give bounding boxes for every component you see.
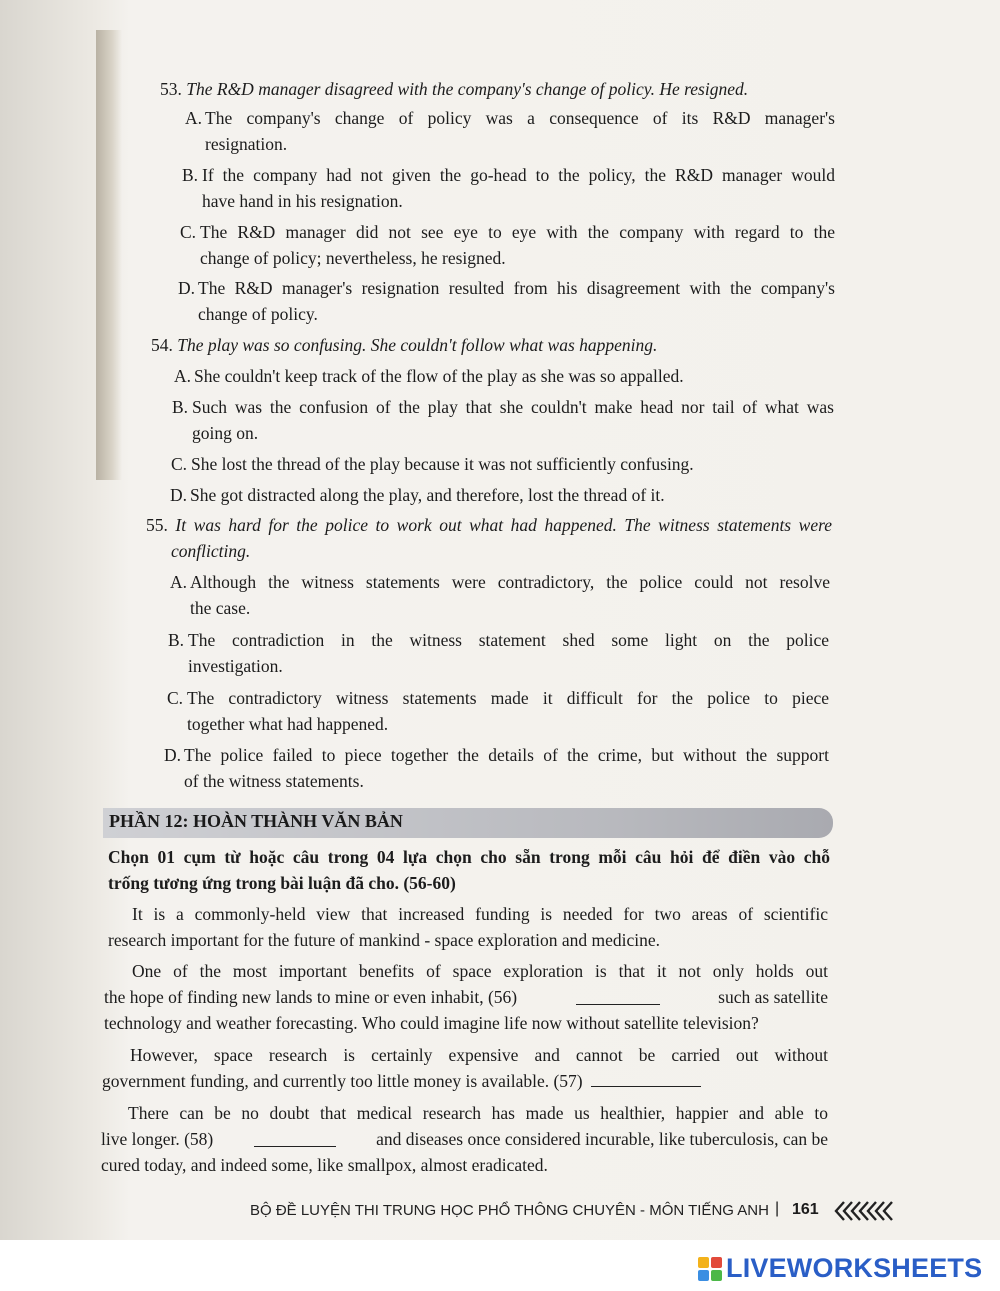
question-54-stem: 54. The play was so confusing. She couldn't follow what was happening. [151, 335, 658, 355]
question-55-stem: 55. It was hard for the police to work out what had happened. The witness statements were conflicting. [146, 515, 833, 561]
option-text: The contradictory witness statements made it difficult for the police to piece [187, 688, 829, 708]
question-55-option-b[interactable]: B. The contradiction in the witness statement shed some light on the police investigation. [188, 627, 829, 679]
option-text: The R&D manager's resignation resulted from his disagreement with the company's [198, 278, 835, 298]
footer-book-title: BỘ ĐỀ LUYỆN THI TRUNG HỌC PHỔ THÔNG CHUYÊN - MÔN TIẾNG ANH [250, 1202, 769, 1219]
liveworksheets-logo [696, 1253, 983, 1285]
section-header [103, 808, 833, 838]
option-text: have hand in his resignation. [202, 191, 403, 211]
blank-58-input[interactable] [254, 1130, 336, 1147]
option-text: Such was the confusion of the play that she couldn't make head nor tail of what was [192, 397, 834, 417]
option-text: investigation. [188, 656, 283, 676]
option-text: change of policy; nevertheless, he resigned. [200, 248, 506, 268]
option-text: The R&D manager did not see eye to eye with the company with regard to the [200, 222, 835, 242]
blank-57-input[interactable] [591, 1070, 701, 1087]
question-55-option-c[interactable]: C. The contradictory witness statements made it difficult for the police to piece together what had happened. [187, 685, 829, 737]
option-text: going on. [192, 423, 259, 443]
option-text: The contradiction in the witness statement shed some light on the police [188, 630, 829, 650]
question-53-number: 53. [160, 79, 182, 99]
option-text: resignation. [205, 134, 288, 154]
question-54-option-d[interactable]: D. She got distracted along the play, and therefore, lost the thread of it. [190, 482, 832, 508]
liveworksheets-brand: LIVEWORKSHEETS [726, 1253, 983, 1283]
blank-56-input[interactable] [576, 988, 660, 1005]
chevrons-decoration-icon [832, 1199, 900, 1223]
passage-paragraph-4: There can be no doubt that medical research has made us healthier, happier and able to live longer. (58) and diseases once considered incurable, like tuberculosis, can be cured today, and indeed some, like smallpox, almost eradicated. [101, 1103, 828, 1175]
footer-separator: | [775, 1200, 780, 1217]
question-55-option-d[interactable]: D. The police failed to piece together the details of the crime, but without the support of the witness statements. [184, 742, 829, 794]
liveworksheets-logo-icon [696, 1255, 724, 1283]
option-text: The police failed to piece together the details of the crime, but without the support [184, 745, 829, 765]
question-54-number: 54. [151, 335, 173, 355]
section-title: PHẦN 12: HOÀN THÀNH VĂN BẢN [109, 811, 403, 831]
question-53-option-a[interactable]: A. The company's change of policy was a consequence of its R&D manager's resignation. [205, 105, 835, 157]
option-text: change of policy. [198, 304, 318, 324]
question-55-option-a[interactable]: A. Although the witness statements were contradictory, the police could not resolve the case. [190, 569, 830, 621]
book-spine-shadow [96, 30, 122, 480]
question-53-option-d[interactable]: D. The R&D manager's resignation resulted from his disagreement with the company's change of policy. [198, 275, 835, 327]
question-54-option-c[interactable]: C. She lost the thread of the play because it was not sufficiently confusing. [191, 451, 833, 477]
page-number: 161 [792, 1201, 819, 1218]
option-text: together what had happened. [187, 714, 389, 734]
question-54-option-b[interactable]: B. Such was the confusion of the play that she couldn't make head nor tail of what was going on. [192, 394, 834, 446]
passage-paragraph-1: It is a commonly-held view that increased funding is needed for two areas of scientific research important for the future of mankind - space exploration and medicine. [108, 904, 828, 950]
option-text: of the witness statements. [184, 771, 364, 791]
option-text: She couldn't keep track of the flow of the play as she was so appalled. [194, 366, 684, 386]
option-text: the case. [190, 598, 251, 618]
question-53-option-c[interactable]: C. The R&D manager did not see eye to eye with the company with regard to the change of policy; nevertheless, he resigned. [200, 219, 835, 271]
section-instruction: Chọn 01 cụm từ hoặc câu trong 04 lựa chọn cho sẵn trong mỗi câu hỏi để điền vào chỗ trống tương ứng trong bài luận đã cho. (56-60) [108, 847, 830, 893]
option-text: If the company had not given the go-head to the policy, the R&D manager would [202, 165, 835, 185]
question-55-number: 55. [146, 515, 168, 535]
option-text: She lost the thread of the play because it was not sufficiently confusing. [191, 454, 694, 474]
question-53-stem: 53. The R&D manager disagreed with the company's change of policy. He resigned. [160, 79, 749, 99]
passage-paragraph-3: However, space research is certainly expensive and cannot be carried out without government funding, and currently too little money is available. (57) [102, 1045, 828, 1091]
passage-paragraph-2: One of the most important benefits of space exploration is that it not only holds out the hope of finding new lands to mine or even inhabit, (56) such as satellite technology and weather forecasting. Who could imagine life now without satellite television? [104, 961, 828, 1033]
option-text: The company's change of policy was a consequence of its R&D manager's [205, 108, 835, 128]
question-54-option-a[interactable]: A. She couldn't keep track of the flow of the play as she was so appalled. [194, 363, 834, 389]
question-53-option-b[interactable]: B. If the company had not given the go-head to the policy, the R&D manager would have hand in his resignation. [202, 162, 835, 214]
option-text: Although the witness statements were contradictory, the police could not resolve [190, 572, 830, 592]
option-text: She got distracted along the play, and therefore, lost the thread of it. [190, 485, 665, 505]
page-footer [250, 1198, 900, 1226]
